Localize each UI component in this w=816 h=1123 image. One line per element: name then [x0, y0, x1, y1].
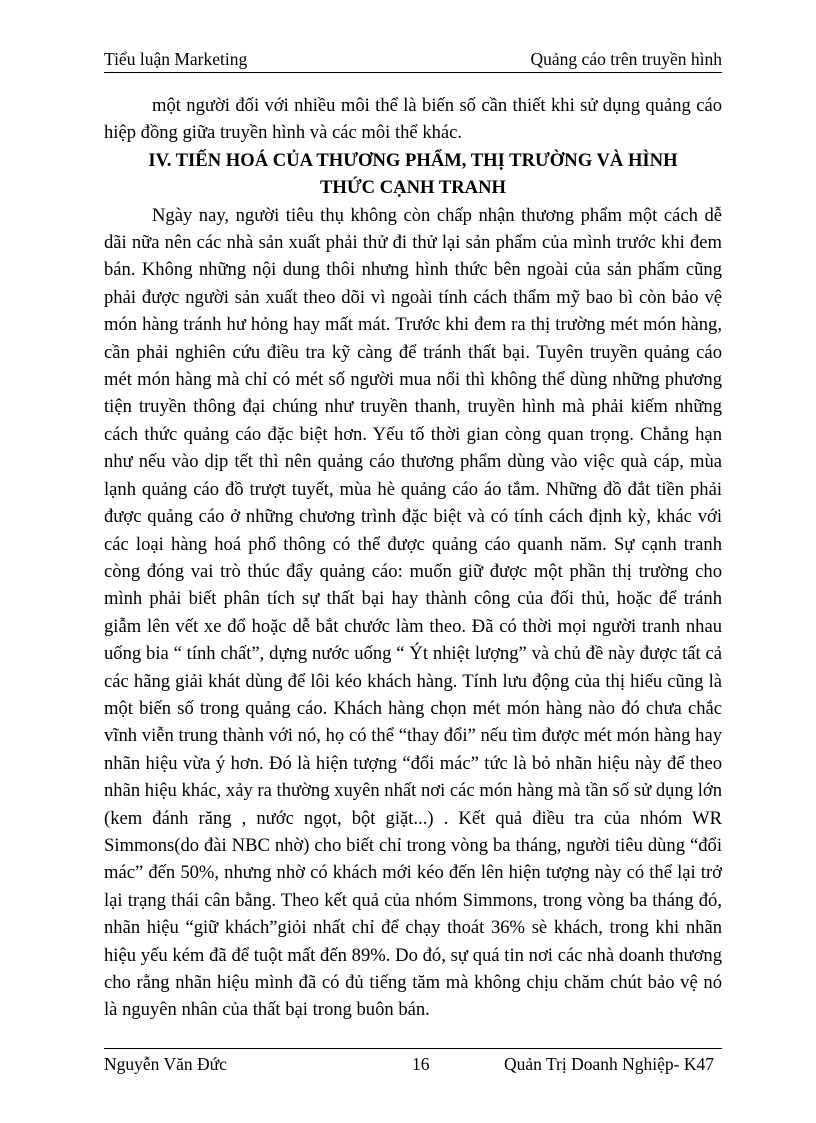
footer-author: Nguyễn Văn Đức [104, 1054, 227, 1074]
body-paragraph: Ngày nay, người tiêu thụ không còn chấp nhận thương phẩm một cách dễ dãi nữa nên các nhà sản xuất phải thử đi thử lại sản phẩm của mình trước khi đem bán. Không những nội dung thôi nhưng hình thức bên ngoài của sản phẩm cũng phải được người sản xuất theo dõi vì ngoài tính cách thẩm mỹ bao bì còn bảo vệ món hàng tránh hư hỏng hay mất mát. Trước khi đem ra thị trường mét món hàng, cần phải nghiên cứu điều tra kỹ càng để tránh thất bại. Tuyên truyền quảng cáo mét món hàng mà chỉ có mét số người mua nổi thì không thể dùng những phương tiện truyền thông đại chúng như truyền thanh, truyền hình mà phải kiếm những cách thức quảng cáo đặc biệt hơn. Yếu tố thời gian còng quan trọng. Chẳng hạn như nếu vào dịp tết thì nên quảng cáo thương phẩm dùng vào việc quà cáp, mùa lạnh quảng cáo đồ trượt tuyết, mùa hè quảng cáo áo tắm. Những đồ đắt tiền phải được quảng cáo ở những chương trình đặc biệt và có tính cách định kỳ, khác với các loại hàng hoá phổ thông có thể được quảng cáo quanh năm. Sự cạnh tranh còng đóng vai trò thúc đẩy quảng cáo: muốn giữ được một phần thị trường cho mình phải biết phân tích sự thất bại hay thành công của đối thủ, hoặc để tránh giẫm lên vết xe đổ hoặc dễ bắt chước làm theo. Đã có thời mọi người tranh nhau uống bia “ tính chất”, dựng nước uống “ Ýt nhiệt lượng” và chủ đề này được tất cả các hãng giải khát dùng để lôi kéo khách hàng. Tính lưu động của thị hiếu cũng là một biến số trong quảng cáo. Khách hàng chọn mét món hàng nào đó chưa chắc vĩnh viễn trung thành với nó, họ có thể “thay đổi” nếu tìm được mét món hàng hay nhãn hiệu vừa ý hơn. Đó là hiện tượng “đổi mác” tức là bỏ nhãn hiệu này để theo nhãn hiệu khác, xảy ra thường xuyên nhất nơi các món hàng mà tần số sử dụng lớn (kem đánh răng , nước ngọt, bột giặt...) . Kết quả điều tra của nhóm WR Simmons(do đài NBC nhờ) cho biết chỉ trong vòng ba tháng, người tiêu dùng “đổi mác” đến 50%, nhưng nhờ có khách mới kéo đến lên hiện tượng này có thể lại trở lại trạng thái cân bằng. Theo kết quả của nhóm Simmons, trong vòng ba tháng đó, nhãn hiệu “giữ khách”giỏi nhất chỉ để chạy thoát 36% sè khách, trong khi nhãn hiệu yếu kém đã để tuột mất đến 89%. Do đó, sự quá tin nơi các nhà doanh thương cho rằng nhãn hiệu mình đã có đủ tiếng tăm mà không chịu chăm chút bảo vệ nó là nguyên nhân của thất bại trong buôn bán. [104, 204, 722, 1021]
footer-divider [104, 1048, 722, 1049]
page-body [104, 92, 722, 1024]
section-heading: IV. TIẾN HOÁ CỦA THƯƠNG PHẨM, THỊ TRƯỜNG VÀ HÌNH THỨC CẠNH TRANH [148, 149, 678, 199]
page-header [104, 46, 722, 73]
page-number: 16 [412, 1054, 430, 1074]
header-right-title: Quảng cáo trên truyền hình [530, 49, 722, 69]
header-left-title: Tiểu luận Marketing [104, 49, 248, 69]
footer-unit: Quản Trị Doanh Nghiệp- K47 [504, 1054, 714, 1074]
page-footer [104, 1054, 722, 1080]
continuation-paragraph: một người đối với nhiều môi thể là biến số cần thiết khi sử dụng quảng cáo hiệp đồng giữa truyền hình và các môi thể khác. [104, 95, 722, 144]
